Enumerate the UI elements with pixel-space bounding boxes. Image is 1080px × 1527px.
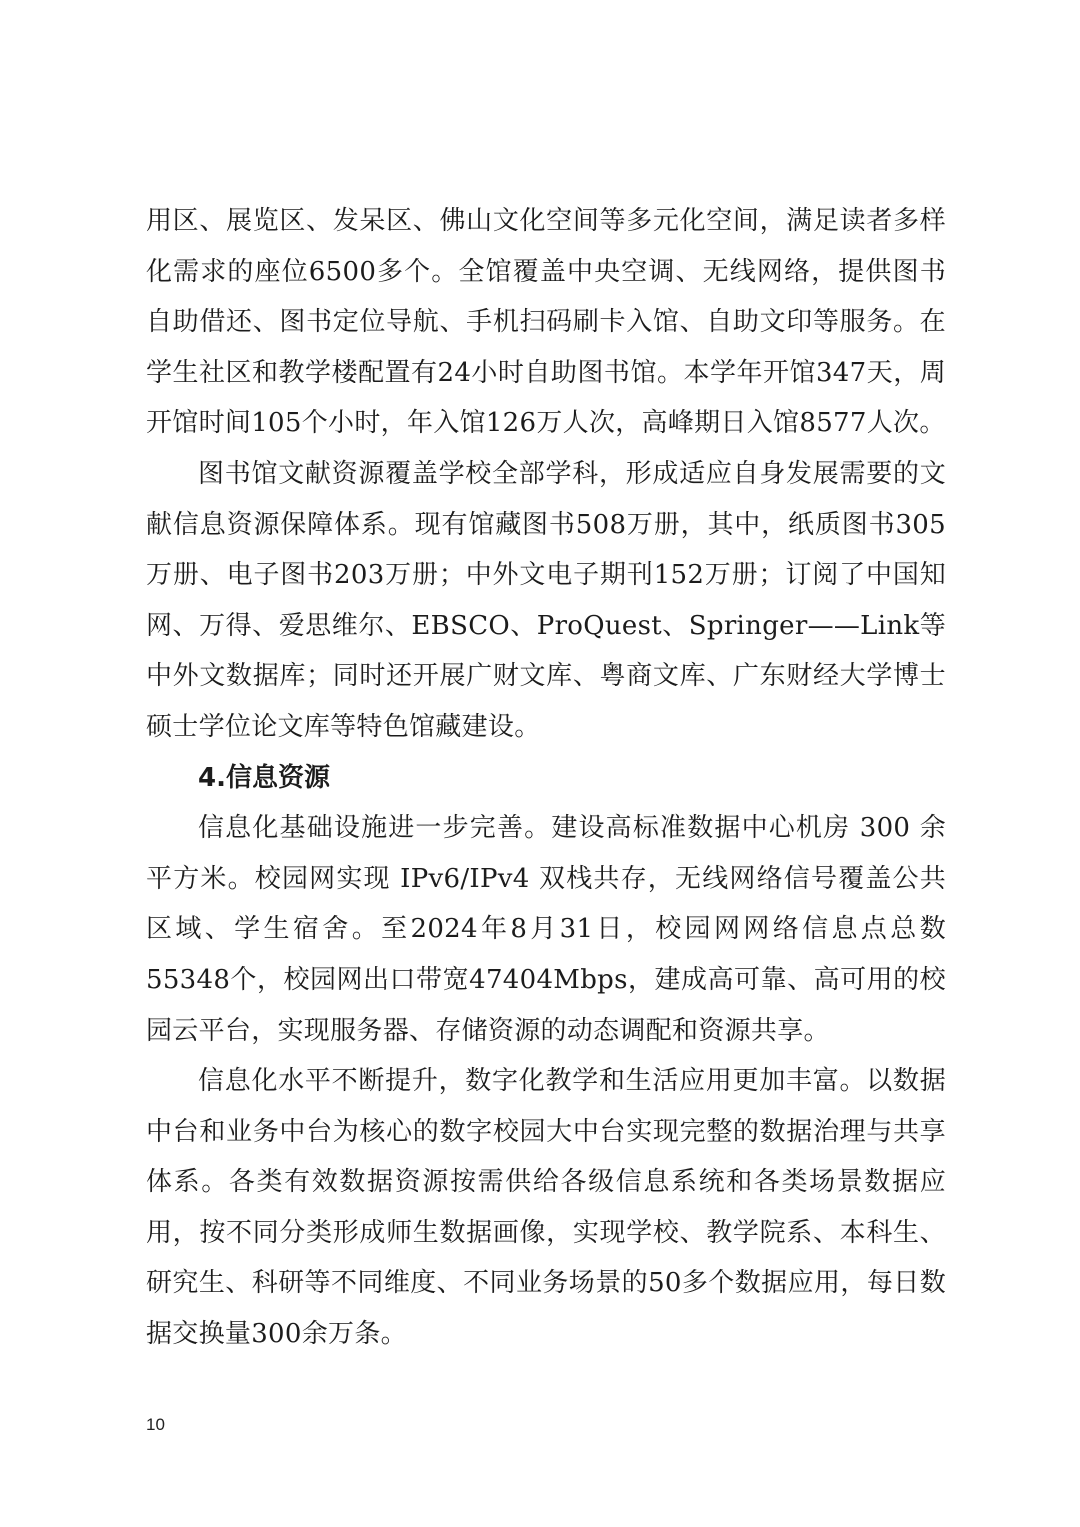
- paragraph-library-spaces: 用区、展览区、发呆区、佛山文化空间等多元化空间，满足读者多样化需求的座位6500多个。全馆覆盖中央空调、无线网络，提供图书自助借还、图书定位导航、手机扫码刷卡入馆、自助文印等服务。在学生社区和教学楼配置有24小时自助图书馆。本学年开馆347天，周开馆时间105个小时，年入馆126万人次，高峰期日入馆8577人次。: [146, 206, 946, 439]
- paragraph-infrastructure: 信息化基础设施进一步完善。建设高标准数据中心机房 300 余平方米。校园网实现 IPv6/IPv4 双栈共存，无线网络信号覆盖公共区域、学生宿舍。至2024年8月31日，校园网网络信息点总数55348个，校园网出口带宽47404Mbps，建成高可靠、高可用的校园云平台，实现服务器、存储资源的动态调配和资源共享。: [146, 813, 946, 1046]
- page-number: 10: [146, 1415, 165, 1434]
- document-body: [146, 196, 946, 1360]
- paragraph-digital-applications: 信息化水平不断提升，数字化教学和生活应用更加丰富。以数据中台和业务中台为核心的数字校园大中台实现完整的数据治理与共享体系。各类有效数据资源按需供给各级信息系统和各类场景数据应用，按不同分类形成师生数据画像，实现学校、教学院系、本科生、研究生、科研等不同维度、不同业务场景的50多个数据应用，每日数据交换量300余万条。: [146, 1066, 946, 1350]
- paragraph-library-resources: 图书馆文献资源覆盖学校全部学科，形成适应自身发展需要的文献信息资源保障体系。现有馆藏图书508万册，其中，纸质图书305万册、电子图书203万册；中外文电子期刊152万册；订阅了中国知网、万得、爱思维尔、EBSCO、ProQuest、Springer——Link等中外文数据库；同时还开展广财文库、粤商文库、广东财经大学博士硕士学位论文库等特色馆藏建设。: [146, 458, 946, 742]
- section-heading: 4.信息资源: [198, 762, 330, 793]
